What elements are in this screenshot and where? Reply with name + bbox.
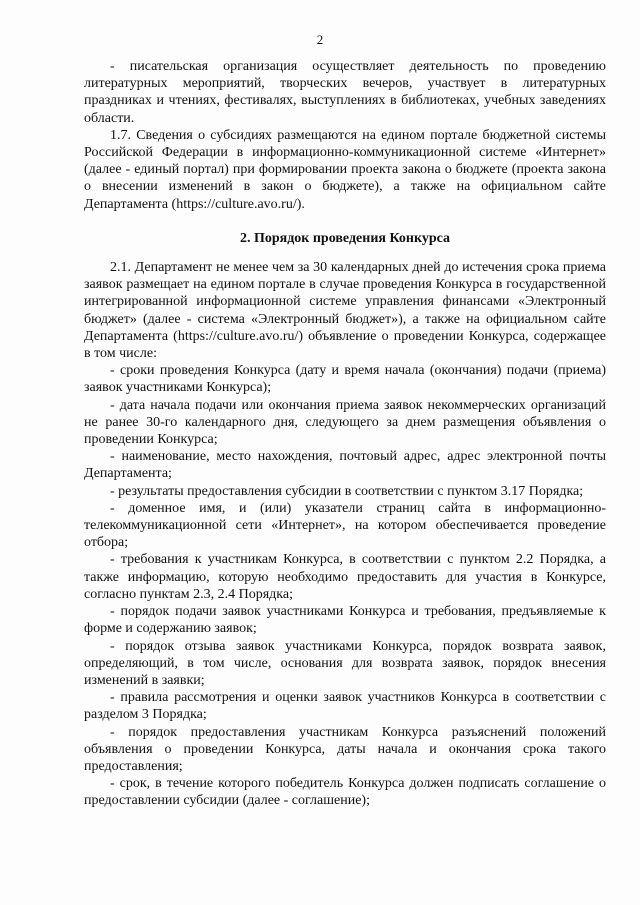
paragraph-2-1: 2.1. Департамент не менее чем за 30 календарных дней до истечения срока приема заявок размещает на едином портале в случае проведения Конкурса в государственной интегрированной информационной системе управления финансами «Электронный бюджет» (далее - система «Электронный бюджет»), а также на официальном сайте Департамента (https://culture.avo.ru/) объявление о проведении Конкурса, содержащее в том числе: [84, 260, 606, 362]
list-item: - требования к участникам Конкурса, в соответствии с пунктом 2.2 Порядка, а также информацию, которую необходимо предоставить для участия в Конкурсе, согласно пунктам 2.3, 2.4 Порядка; [84, 552, 606, 602]
list-item: - порядок предоставления участникам Конкурса разъяснений положений объявления о проведении Конкурса, даты начала и окончания срока такого предоставления; [84, 724, 606, 774]
paragraph-1-7: 1.7. Сведения о субсидиях размещаются на едином портале бюджетной системы Российской Федерации в информационно-коммуникационной системе «Интернет» (далее - единый портал) при формировании проекта закона о бюджете (проекта закона о внесении изменений в закон о бюджете), а также на официальном сайте Департамента (https://culture.avo.ru/). [84, 127, 606, 212]
list-item: - срок, в течение которого победитель Конкурса должен подписать соглашение о предоставлении субсидии (далее - соглашение); [84, 776, 606, 809]
list-item: - наименование, место нахождения, почтовый адрес, адрес электронной почты Департамента; [84, 449, 606, 482]
list-item: - дата начала подачи или окончания приема заявок некоммерческих организаций не ранее 30-го календарного дня, следующего за днем размещения объявления о проведении Конкурса; [84, 397, 606, 448]
list-item: - доменное имя, и (или) указатели страниц сайта в информационно-телекоммуникационной сети «Интернет», на котором обеспечивается проведение отбора; [84, 500, 606, 551]
list-item: - сроки проведения Конкурса (дату и время начала (окончания) подачи (приема) заявок участниками Конкурса); [84, 363, 606, 396]
list-item: - результаты предоставления субсидии в соответствии с пунктом 3.17 Порядка; [110, 483, 584, 499]
document-body [84, 58, 606, 810]
list-item: - правила рассмотрения и оценки заявок участников Конкурса в соответствии с разделом 3 Порядка; [84, 690, 606, 723]
paragraph-writers-organization: - писательская организация осуществляет деятельность по проведению литературных мероприятий, творческих вечеров, участвует в литературных праздниках и чтениях, фестивалях, выступлениях в библиотеках, учебных заведениях области. [84, 59, 606, 126]
list-item: - порядок подачи заявок участниками Конкурса и требования, предъявляемые к форме и содержанию заявок; [84, 604, 606, 637]
section-heading: 2. Порядок проведения Конкурса [239, 230, 451, 246]
list-item: - порядок отзыва заявок участниками Конкурса, порядок возврата заявок, определяющий, в том числе, основания для возврата заявок, порядок внесения изменений в заявки; [84, 638, 606, 688]
page-number: 2 [316, 32, 324, 47]
